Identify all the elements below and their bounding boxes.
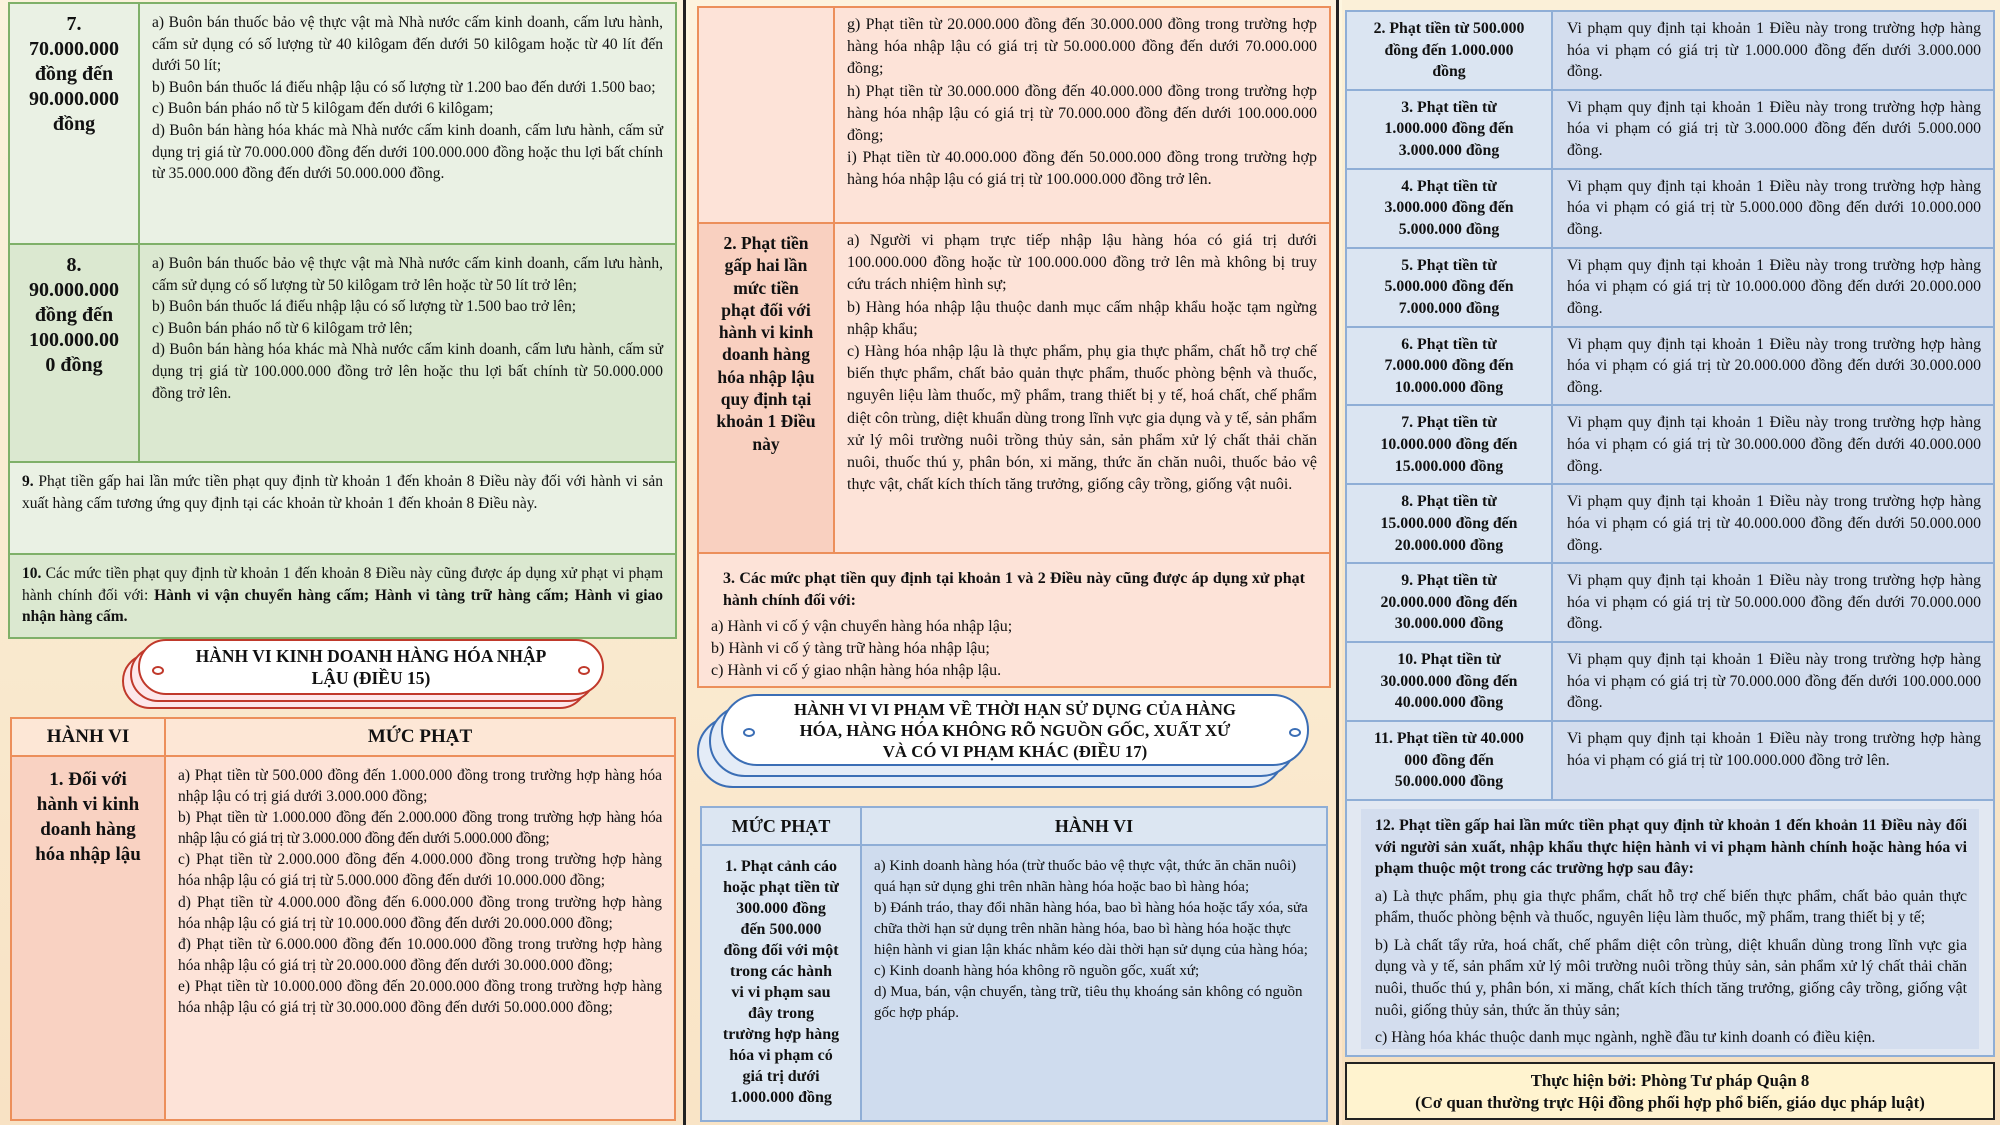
label-line: đồng [52,113,96,135]
list-item: e) Phạt tiền từ 10.000.000 đồng đến 20.000.000 đồng trong trường hợp hàng hóa nhập lậu có giá trị từ 30.000.000 đồng đến dưới 50.000.000 đồng; [178,977,662,1017]
label-line: doanh hàng [721,344,811,365]
list-item: b) Là chất tẩy rửa, hoá chất, chế phẩm diệt côn trùng, diệt khuẩn dùng trong lĩnh vực gia dụng và y tế, sản phẩm xử lý môi trường nuôi trồng thủy sản, sản phẩm xử lý chất thải chăn nuôi, thuốc thú y, phân bón, xi măng, chất kích thích tăng trưởng, giống cây trồng, giống vật nuôi, giống thủy sản, thức ăn thủy sản; [1361,929,1979,1021]
violation-text: Vi phạm quy định tại khoản 1 Điều này trong trường hợp hàng hóa vi phạm có giá trị từ 50.000.000 đồng đến dưới 70.000.000 đồng. [1552,563,1994,642]
list-item: b) Hành vi cố ý tàng trữ hàng hóa nhập lậu; [711,640,990,658]
table-row [1346,169,1994,248]
label-line: phạt đối với [721,299,811,320]
penalty-label [1346,642,1552,721]
violation-text: Vi phạm quy định tại khoản 1 Điều này trong trường hợp hàng hóa vi phạm có giá trị từ 3.000.000 đồng đến dưới 5.000.000 đồng. [1552,90,1994,169]
label-line: 2. Phạt tiền [723,233,809,253]
list-item: d) Mua, bán, vận chuyển, tàng trữ, tiêu thụ khoáng sản không có nguồn gốc hợp pháp. [874,984,1303,1021]
penalty-label [1346,90,1552,169]
label-line: 5.000.000 đồng [1398,220,1500,238]
label-line: đồng đối với một [723,942,839,959]
list-item: c) Hàng hóa nhập lậu là thực phẩm, phụ gia thực phẩm, chất hỗ trợ chế biến thực phẩm, chất bảo quản thực phẩm, thuốc phòng bệnh và thuốc, nguyên liệu làm thuốc, mỹ phẩm, trang thiết bị y tế, hoá chất, chế phẩm diệt côn trùng, diệt khuẩn dùng trong lĩnh vực gia dụng và y tế, sản phẩm xử lý môi trường nuôi trồng thủy sản, sản phẩm xử lý chất thải chăn nuôi, thuốc thú y, phân bón, xi măng, thức ăn chăn nuôi, thuốc bảo vệ thực vật, chất kích thích tăng trưởng, giống cây trồng, giống vật nuôi. [847,343,1317,494]
item-12 [1346,800,1994,1056]
list-item: a) Phạt tiền từ 500.000 đồng đến 1.000.000 đồng trong trường hợp hàng hóa nhập lậu có trị giá dưới 3.000.000 đồng; [178,767,662,806]
behavior-label [698,223,834,553]
table-row [1346,405,1994,484]
violation-text: Vi phạm quy định tại khoản 1 Điều này trong trường hợp hàng hóa vi phạm có giá trị từ 70.000.000 đồng đến dưới 100.000.000 đồng. [1552,642,1994,721]
table-row [1346,90,1994,169]
label-line: 4. Phạt tiền từ [1401,177,1497,195]
violation-text: Vi phạm quy định tại khoản 1 Điều này trong trường hợp hàng hóa vi phạm có giá trị từ 10.000.000 đồng đến dưới 20.000.000 đồng. [1552,248,1994,327]
table-row [698,553,1330,687]
table-row [698,223,1330,553]
violation-text: Vi phạm quy định tại khoản 1 Điều này trong trường hợp hàng hóa vi phạm có giá trị từ 30.000.000 đồng đến dưới 40.000.000 đồng. [1552,405,1994,484]
label-line: quy định tại [720,389,812,410]
footer-line: (Cơ quan thường trực Hội đồng phối hợp phổ biến, giáo dục pháp luật) [1415,1093,1925,1112]
table-row [701,845,1327,1121]
label-line: đến 500.000 [740,921,822,938]
label-line: doanh hàng [40,819,136,840]
column-left [0,0,686,1125]
label-line: 100.000.00 [29,329,119,351]
label-line: 8. [66,254,82,276]
import-smuggling-table [10,717,676,1121]
label-line: 7. [66,13,82,35]
list-item: c) Kinh doanh hàng hóa không rõ nguồn gốc, xuất xứ; [874,963,1200,979]
column-header: HÀNH VI [861,807,1327,845]
label-line: 5. Phạt tiền từ [1401,256,1497,274]
list-item: a) Hành vi cố ý vận chuyển hàng hóa nhập lậu; [711,618,1013,636]
label-line: 30.000.000 đồng [1394,615,1504,633]
violation-text: Vi phạm quy định tại khoản 1 Điều này trong trường hợp hàng hóa vi phạm có giá trị từ 1.000.000 đồng đến dưới 3.000.000 đồng. [1552,11,1994,90]
table-row [1346,721,1994,800]
label-line: 3.000.000 đồng [1398,142,1500,160]
label-line: này [752,433,780,454]
label-line: đây trong [748,1005,814,1022]
table-row [9,554,676,638]
penalty-label [1346,169,1552,248]
label-line: 3.000.000 đồng đến [1384,199,1514,217]
list-item: i) Phạt tiền từ 40.000.000 đồng đến 50.000.000 đồng trong trường hợp hàng hóa nhập lậu có giá trị từ 100.000.000 đồng trở lên. [847,149,1317,189]
item-9 [9,462,676,554]
list-item: đ) Phạt tiền từ 6.000.000 đồng đến 10.000.000 đồng trong trường hợp hàng hóa nhập lậu có giá trị từ 20.000.000 đồng đến dưới 30.000.000 đồng; [178,935,662,974]
violation-list-7 [139,3,676,244]
label-line: giá trị dưới [742,1068,820,1085]
penalty-label [1346,327,1552,406]
table-row [9,3,676,244]
item-bold-text: Hành vi vận chuyển hàng cấm; Hành vi tàng trữ hàng cấm; Hành vi giao nhận hàng cấm. [22,586,663,626]
label-line: trong các hành [730,963,832,980]
list-item: d) Buôn bán hàng hóa khác mà Nhà nước cấm kinh doanh, cấm lưu hành, cấm sử dụng trị giá từ 100.000.000 đồng trở lên hoặc thu lợi bất chính từ 50.000.000 đồng trở lên. [152,341,663,402]
label-line: khoản 1 Điều [716,411,816,432]
label-line: 1.000.000 đồng đến [1384,120,1514,138]
label-line: 7.000.000 đồng [1398,299,1500,317]
list-item: c) Hành vi cố ý giao nhận hàng hóa nhập lậu. [711,662,1002,680]
table-row [1346,800,1994,1056]
penalty-label [1346,484,1552,563]
table-row [1346,248,1994,327]
table-header-row [11,718,675,756]
label-line: 10.000.000 đồng đến [1380,436,1518,454]
label-line: đồng đến [34,63,114,85]
label-line: hóa nhập lậu [717,366,815,387]
label-line: 30.000.000 đồng đến [1380,672,1518,690]
penalty-level-8 [9,244,139,462]
label-line: 000 đồng đến [1404,751,1494,769]
column-right [1342,0,2000,1125]
label-line: 40.000.000 đồng [1394,694,1504,712]
list-item: c) Buôn bán pháo nổ từ 6 kilôgam trở lên; [152,319,413,337]
penalty-list [834,7,1330,223]
label-line: 11. Phạt tiền từ 40.000 [1374,730,1524,748]
list-item: a) Buôn bán thuốc bảo vệ thực vật mà Nhà nước cấm kinh doanh, cấm lưu hành, cấm sử dụng có số lượng từ 50 kilôgam trở lên hoặc từ 50 lít trở lên; [152,255,663,294]
label-line: 9. Phạt tiền từ [1401,572,1497,590]
list-item: a) Người vi phạm trực tiếp nhập lậu hàng hóa có giá trị dưới 100.000.000 đồng hoặc từ 100.000.000 đồng trở lên mà không bị truy cứu trách nhiệm hình sự; [847,232,1317,294]
label-line: gấp hai lần [724,255,808,276]
label-line: 15.000.000 đồng đến [1380,514,1518,532]
column-header: MỨC PHẠT [165,718,675,756]
footer-credit [1345,1062,1995,1120]
item-10 [9,554,676,638]
behavior-list [861,845,1327,1121]
section-banner-article-15 [122,639,606,711]
bullet-dot-icon [743,728,755,737]
violation-list-8 [139,244,676,462]
penalty-label [1346,405,1552,484]
penalty-label [1346,248,1552,327]
list-item: b) Đánh tráo, thay đổi nhãn hàng hóa, bao bì hàng hóa hoặc tẩy xóa, sửa chữa thời hạn sử dụng trên nhãn hàng hóa, bao bì hàng hóa hoặc thực hiện hành vi gian lận khác nhằm kéo dài thời hạn sử dụng của hàng hóa; [874,900,1308,958]
label-line: 0 đồng [45,354,103,376]
column-header: HÀNH VI [11,718,165,756]
label-line: 20.000.000 đồng đến [1380,593,1518,611]
violation-text: Vi phạm quy định tại khoản 1 Điều này trong trường hợp hàng hóa vi phạm có giá trị từ 20.000.000 đồng đến dưới 30.000.000 đồng. [1552,327,1994,406]
penalty-label [1346,563,1552,642]
penalty-label [1346,721,1552,800]
item-3 [698,553,1330,687]
table-row [9,462,676,554]
penalty-label [701,845,861,1121]
table-row [698,7,1330,223]
label-line: hành vi kinh [36,794,140,815]
label-line: 20.000.000 đồng [1394,536,1504,554]
prohibited-goods-table [8,2,677,639]
penalty-list [165,756,675,1120]
penalty-list [834,223,1330,553]
label-line: 7.000.000 đồng đến [1384,357,1514,375]
table-row [1346,327,1994,406]
label-line: 3. Phạt tiền từ [1401,98,1497,116]
label-line: đồng đến [34,304,114,326]
violation-text: Vi phạm quy định tại khoản 1 Điều này trong trường hợp hàng hóa vi phạm có giá trị từ 40.000.000 đồng đến dưới 50.000.000 đồng. [1552,484,1994,563]
list-item: c) Phạt tiền từ 2.000.000 đồng đến 4.000.000 đồng trong trường hợp hàng hóa nhập lậu có giá trị từ 5.000.000 đồng đến dưới 10.000.000 đồng; [178,851,662,890]
banner-title-line: HÀNH VI KINH DOANH HÀNG HÓA NHẬP [195,646,547,666]
label-line: 1. Phạt cảnh cáo [725,858,837,875]
behavior-label [11,756,165,1120]
list-item: c) Hàng hóa khác thuộc danh mục ngành, nghề đầu tư kinh doanh có điều kiện. [1361,1021,1979,1049]
item-number: 10. [22,565,42,582]
table-row [1346,11,1994,90]
list-item: b) Buôn bán thuốc lá điếu nhập lậu có số lượng từ 1.200 bao đến dưới 1.500 bao; [152,78,656,96]
list-item: a) Kinh doanh hàng hóa (trừ thuốc bảo vệ thực vật, thức ăn chăn nuôi) quá hạn sử dụng ghi trên nhãn hàng hóa hoặc bao bì hàng hóa; [874,858,1297,895]
list-item: d) Buôn bán hàng hóa khác mà Nhà nước cấm kinh doanh, cấm lưu hành, cấm sử dụng trị giá từ 70.000.000 đồng đến dưới 100.000.000 đồng hoặc thu lợi bất chính từ 35.000.000 đồng đến dưới 50.000.000 đồng. [152,121,663,183]
label-line: 6. Phạt tiền từ [1401,335,1497,353]
label-line: 300.000 đồng [736,900,826,917]
list-item: b) Phạt tiền từ 1.000.000 đồng đến 2.000.000 đồng trong trường hợp hàng hóa nhập lậu có giá trị từ 3.000.000 đồng đến dưới 5.000.000 đồng; [178,809,662,848]
column-header: MỨC PHẠT [701,807,861,845]
import-smuggling-table-continued [697,6,1331,688]
banner-title-line: HÀNH VI VI PHẠM VỀ THỜI HẠN SỬ DỤNG CỦA HÀNG [794,699,1236,719]
label-line: hành vi kinh [718,322,814,343]
bullet-dot-icon [1289,728,1301,737]
table-row [1346,484,1994,563]
label-line: hoặc phạt tiền từ [723,879,839,896]
list-item: a) Là thực phẩm, phụ gia thực phẩm, chất hỗ trợ chế biến thực phẩm, chất bảo quản thực phẩm, thuốc phòng bệnh và thuốc, nguyên liệu làm thuốc, mỹ phẩm, trang thiết bị y tế; [1361,880,1979,929]
table-row [11,756,675,1120]
label-line: 70.000.000 [29,38,119,60]
label-line: 1.000.000 đồng [730,1089,832,1106]
bullet-dot-icon [578,666,590,675]
violation-text: Vi phạm quy định tại khoản 1 Điều này trong trường hợp hàng hóa vi phạm có giá trị từ 5.000.000 đồng đến dưới 10.000.000 đồng. [1552,169,1994,248]
banner-title-line: VÀ CÓ VI PHẠM KHÁC (ĐIỀU 17) [882,741,1148,761]
list-item: a) Buôn bán thuốc bảo vệ thực vật mà Nhà nước cấm kinh doanh, cấm lưu hành, cấm sử dụng có số lượng từ 40 kilôgam đến dưới 50 kilôgam hoặc từ 40 lít đến dưới 50 lít; [152,14,663,75]
label-line: đồng đến 1.000.000 [1384,41,1514,59]
label-line: 1. Đối với [49,769,127,790]
item-text: Phạt tiền gấp hai lần mức tiền phạt quy định từ khoản 1 đến khoản 8 Điều này đối với hành vi sản xuất hàng cấm tương ứng quy định tại các khoản từ khoản 1 đến khoản 8 Điều này. [22,473,663,512]
section-banner-article-17 [697,694,1317,790]
label-line: trường hợp hàng [722,1026,840,1043]
item-title: 3. Các mức phạt tiền quy định tại khoản 1 và 2 Điều này cũng được áp dụng xử phạt hành chính đối với: [711,562,1317,616]
item-title: 12. Phạt tiền gấp hai lần mức tiền phạt quy định từ khoản 1 đến khoản 11 Điều này đối với người sản xuất, nhập khẩu thực hiện hành vi vi phạm hành chính hoặc hàng hóa vi phạm thuộc một trong các trường hợp sau đây: [1361,809,1979,880]
banner-title-line: LẬU (ĐIỀU 15) [311,668,431,688]
table-header-row [701,807,1327,845]
label-line: hóa vi phạm có [729,1047,833,1064]
list-item: c) Buôn bán pháo nổ từ 5 kilôgam đến dưới 6 kilôgam; [152,100,494,118]
label-line: mức tiền [733,277,799,298]
list-item: d) Phạt tiền từ 4.000.000 đồng đến 6.000.000 đồng trong trường hợp hàng hóa nhập lậu có giá trị từ 10.000.000 đồng đến dưới 20.000.000 đồng; [178,893,662,932]
banner-title-line: HÓA, HÀNG HÓA KHÔNG RÕ NGUỒN GỐC, XUẤT XỨ [799,720,1231,740]
label-line: 15.000.000 đồng [1394,457,1504,475]
label-line: 5.000.000 đồng đến [1384,278,1514,296]
label-line: 8. Phạt tiền từ [1401,493,1497,511]
penalty-label [1346,11,1552,90]
bullet-dot-icon [152,666,164,675]
label-line: 7. Phạt tiền từ [1401,414,1497,432]
empty-cell [698,7,834,223]
expiry-origin-table [700,806,1328,1122]
expiry-origin-table-continued [1345,10,1995,1057]
item-number: 9. [22,473,34,490]
table-row [1346,563,1994,642]
label-line: 90.000.000 [29,279,119,301]
label-line: 90.000.000 [29,88,119,110]
label-line: 10. Phạt tiền từ [1397,651,1501,669]
label-line: 10.000.000 đồng [1394,378,1504,396]
list-item: b) Hàng hóa nhập lậu thuộc danh mục cấm nhập khẩu hoặc tạm ngừng nhập khẩu; [847,298,1317,338]
label-line: 2. Phạt tiền từ 500.000 [1373,20,1525,37]
label-line: đồng [1432,63,1466,81]
label-line: vi vi phạm sau [731,984,831,1001]
item-text: Các mức tiền phạt quy định từ khoản 1 đến khoản 8 Điều này cũng được áp dụng xử phạt vi phạm hành chính đối với: [22,565,663,604]
table-row [9,244,676,462]
label-line: hóa nhập lậu [35,844,141,865]
list-item: b) Buôn bán thuốc lá điếu nhập lậu có số lượng từ 1.500 bao trở lên; [152,298,577,316]
violation-text: Vi phạm quy định tại khoản 1 Điều này trong trường hợp hàng hóa vi phạm có giá trị từ 100.000.000 đồng trở lên. [1552,721,1994,800]
list-item: g) Phạt tiền từ 20.000.000 đồng đến 30.000.000 đồng trong trường hợp hàng hóa nhập lậu có giá trị từ 50.000.000 đồng đến dưới 70.000.000 đồng; [847,16,1317,78]
list-item: h) Phạt tiền từ 30.000.000 đồng đến 40.000.000 đồng trong trường hợp hàng hóa nhập lậu có giá trị từ 70.000.000 đồng đến dưới 100.000.000 đồng; [847,82,1317,145]
footer-line: Thực hiện bởi: Phòng Tư pháp Quận 8 [1530,1071,1810,1090]
label-line: 50.000.000 đồng [1394,773,1504,791]
column-middle [689,0,1339,1125]
table-row [1346,642,1994,721]
penalty-level-7 [9,3,139,244]
